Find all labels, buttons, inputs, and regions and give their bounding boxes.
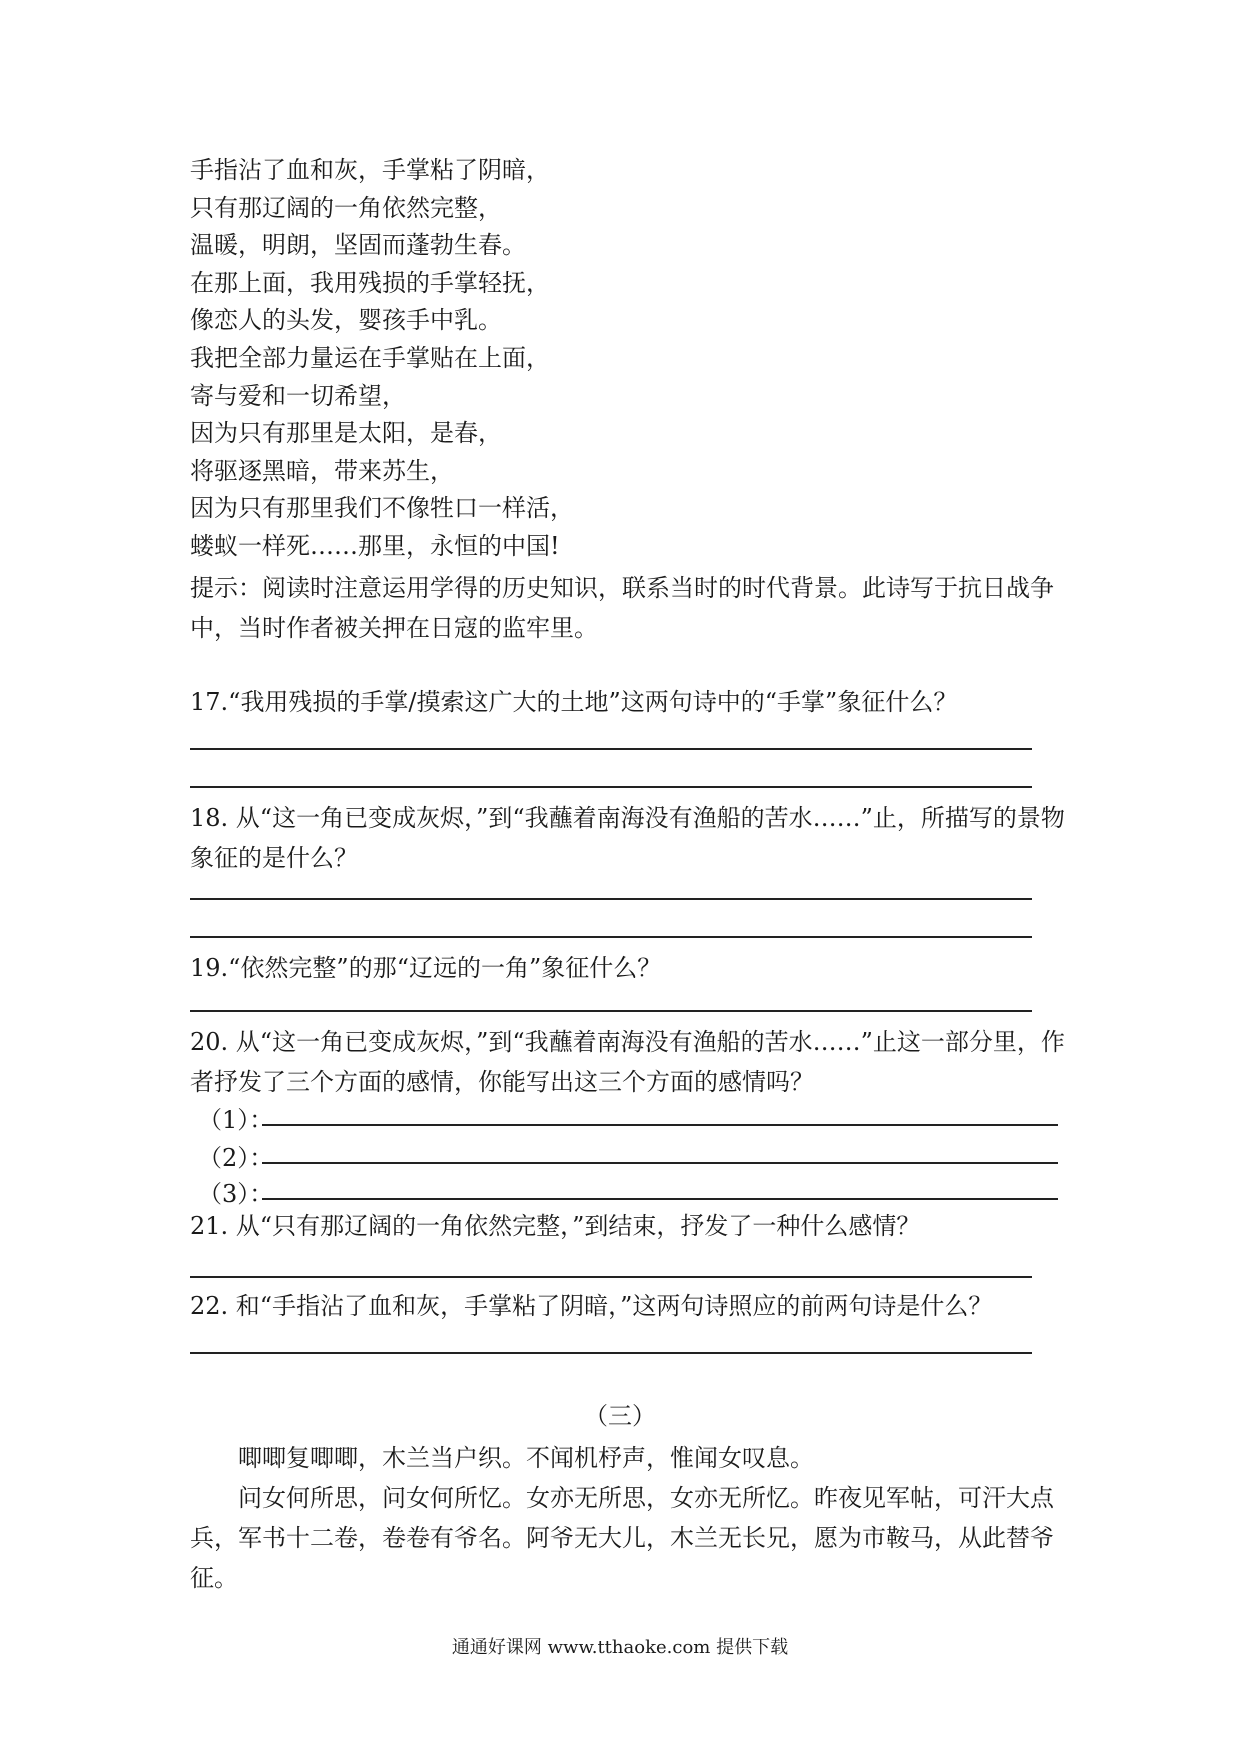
answer-line-q17-1[interactable]: [190, 748, 1032, 750]
section-title: （三）: [584, 1402, 656, 1430]
page-footer: 通通好课网 www.tthaoke.com 提供下载: [451, 1637, 789, 1658]
poem-line: 温暖，明朗，坚固而蓬勃生春。: [190, 231, 526, 260]
answer-line-q18-1[interactable]: [190, 898, 1032, 900]
poem-line: 手指沾了血和灰，手掌粘了阴暗，: [190, 156, 550, 184]
question-18: 18. 从“这一角已变成灰烬，”到“我蘸着南海没有渔船的苦水……”止，所描写的景物象征的是什么？: [190, 804, 1065, 872]
q20-sub-label-1: （1）：: [198, 1106, 274, 1134]
poem-line: 像恋人的头发，婴孩手中乳。: [190, 306, 502, 335]
poem-line: 只有那辽阔的一角依然完整，: [190, 193, 502, 222]
answer-line-q20-3[interactable]: [262, 1198, 1058, 1200]
poem-line: 因为只有那里我们不像牲口一样活，: [190, 494, 574, 523]
question-17: 17.“我用残损的手掌/摸索这广大的土地”这两句诗中的“手掌”象征什么？: [190, 688, 958, 716]
answer-line-q21[interactable]: [190, 1276, 1032, 1278]
poem-line: 我把全部力量运在手掌贴在上面，: [190, 343, 550, 372]
question-22: 22. 和“手指沾了血和灰，手掌粘了阴暗，”这两句诗照应的前两句诗是什么？: [190, 1292, 993, 1320]
poem-line: 蝼蚁一样死……那里，永恒的中国!: [190, 531, 560, 560]
poem-line: 在那上面，我用残损的手掌轻抚，: [190, 268, 550, 297]
answer-line-q19[interactable]: [190, 1010, 1032, 1012]
answer-line-q22[interactable]: [190, 1352, 1032, 1354]
answer-line-q17-2[interactable]: [190, 786, 1032, 788]
answer-line-q18-2[interactable]: [190, 936, 1032, 938]
q20-sub-label-3: （3）：: [198, 1180, 274, 1208]
reading-hint: 提示：阅读时注意运用学得的历史知识，联系当时的时代背景。此诗写于抗日战争中，当时作者被关押在日寇的监牢里。: [190, 574, 1054, 642]
q20-sub-label-2: （2）：: [198, 1144, 274, 1172]
poem-line: 寄与爱和一切希望，: [190, 381, 406, 410]
question-21: 21. 从“只有那辽阔的一角依然完整，”到结束，抒发了一种什么感情？: [190, 1212, 921, 1240]
poem-line: 因为只有那里是太阳，是春，: [190, 419, 502, 448]
poem-line: 将驱逐黑暗，带来苏生，: [190, 456, 454, 485]
answer-line-q20-1[interactable]: [262, 1124, 1058, 1126]
prose-paragraph-2: 问女何所思，问女何所忆。女亦无所思，女亦无所忆。昨夜见军帖，可汗大点兵，军书十二卷，卷卷有爷名。阿爷无大儿，木兰无长兄，愿为市鞍马，从此替爷征。: [190, 1484, 1054, 1592]
prose-paragraph-1: 唧唧复唧唧，木兰当户织。不闻机杼声，惟闻女叹息。: [238, 1444, 814, 1472]
question-19: 19.“依然完整”的那“辽远的一角”象征什么？: [190, 954, 662, 982]
question-20: 20. 从“这一角已变成灰烬，”到“我蘸着南海没有渔船的苦水……”止这一部分里，作者抒发了三个方面的感情，你能写出这三个方面的感情吗？: [190, 1028, 1065, 1096]
answer-line-q20-2[interactable]: [262, 1162, 1058, 1164]
poem: [190, 152, 1070, 566]
